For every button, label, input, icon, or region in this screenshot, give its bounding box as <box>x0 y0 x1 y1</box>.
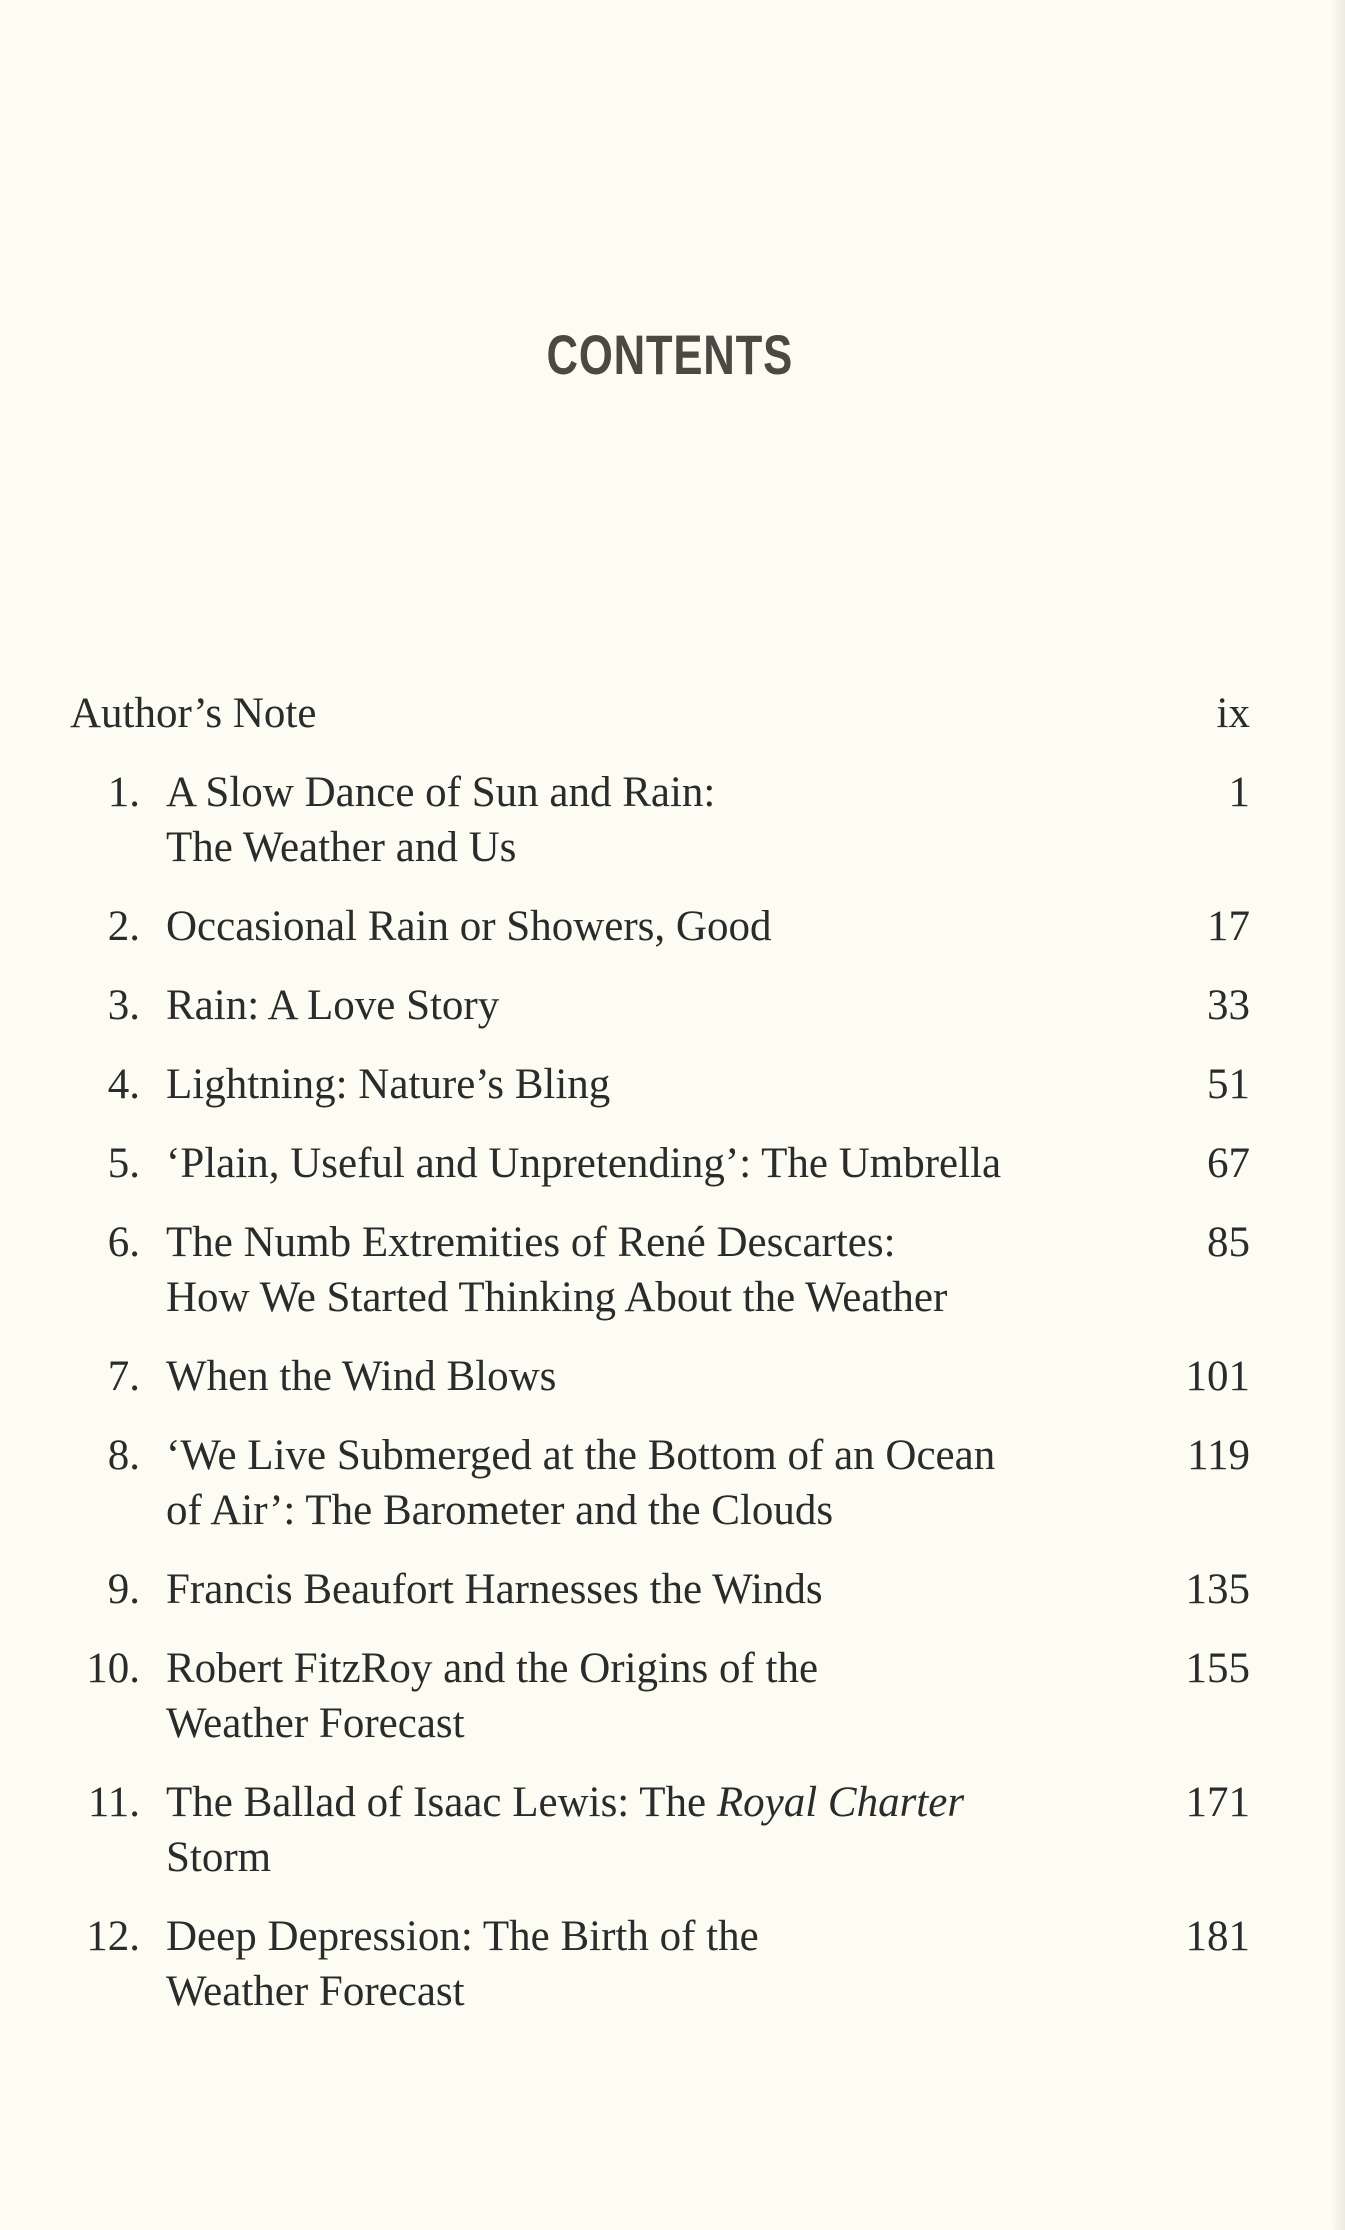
toc-entry-page: 155 <box>1185 1645 1250 1692</box>
toc-entry-number: 10. <box>86 1645 140 1692</box>
toc-entry-page: 17 <box>1207 903 1250 950</box>
toc-entry-number: 9. <box>107 1566 140 1613</box>
toc-entry-line <box>166 1775 1126 1830</box>
toc-entry-page: ix <box>1216 690 1250 737</box>
toc-entry[interactable] <box>70 1057 1250 1112</box>
toc-entry-number: 11. <box>87 1779 140 1826</box>
toc-entry-line: Occasional Rain or Showers, Good <box>166 903 772 950</box>
toc-entry[interactable] <box>70 978 1250 1033</box>
toc-entry[interactable] <box>70 1775 1250 1885</box>
toc-entry-line: Lightning: Nature’s Bling <box>166 1061 611 1108</box>
toc-entry-line-text: The Ballad of Isaac Lewis: The <box>166 1779 717 1826</box>
toc-entry-line: A Slow Dance of Sun and Rain: <box>166 769 716 816</box>
toc-entry-line: Deep Depression: The Birth of the <box>166 1913 759 1960</box>
page-title: CONTENTS <box>546 323 793 386</box>
toc-entry-page: 67 <box>1207 1140 1250 1187</box>
toc-entry-title <box>166 1641 1126 1751</box>
toc-entry-line: How We Started Thinking About the Weather <box>166 1274 948 1321</box>
toc-entry-number: 5. <box>107 1140 140 1187</box>
toc-entry-number: 1. <box>107 769 140 816</box>
toc-entry-page: 101 <box>1185 1353 1250 1400</box>
toc-entry-line: The Weather and Us <box>166 824 517 871</box>
toc-entry-title <box>166 1215 1126 1325</box>
toc-entry-number: 7. <box>107 1353 140 1400</box>
toc-entry[interactable] <box>70 1215 1250 1325</box>
toc-entry-line: Storm <box>166 1834 272 1881</box>
toc-entry[interactable] <box>70 1909 1250 2019</box>
toc-entry-page: 85 <box>1207 1219 1250 1266</box>
page-edge <box>1331 0 1345 2230</box>
toc-entry[interactable] <box>70 899 1250 954</box>
toc-entry-line: Robert FitzRoy and the Origins of the <box>166 1645 819 1692</box>
toc-entry-title <box>166 1909 1126 2019</box>
toc-entry-line: The Numb Extremities of René Descartes: <box>166 1219 896 1266</box>
toc-entry[interactable] <box>70 1641 1250 1751</box>
toc-entry-line: Weather Forecast <box>166 1700 465 1747</box>
toc-entry-page: 135 <box>1185 1566 1250 1613</box>
toc-entry-number: 4. <box>107 1061 140 1108</box>
toc-entry-number: 12. <box>86 1913 140 1960</box>
toc-entry-page: 1 <box>1228 769 1250 816</box>
toc-entry-page: 119 <box>1187 1432 1250 1479</box>
toc-entry-number: 2. <box>107 903 140 950</box>
toc-entry[interactable] <box>70 1349 1250 1404</box>
toc-entry-page: 181 <box>1185 1913 1250 1960</box>
toc-entry-italic-text: Royal Charter <box>716 1779 965 1826</box>
toc-entry-title <box>166 978 1126 1033</box>
toc-entry-title <box>166 1775 1126 1885</box>
toc-entry-page: 33 <box>1207 982 1250 1029</box>
toc-entry-line: When the Wind Blows <box>166 1353 557 1400</box>
toc-entry-line: of Air’: The Barometer and the Clouds <box>166 1487 834 1534</box>
toc-entry[interactable] <box>70 1136 1250 1191</box>
toc-entry-number: 6. <box>107 1219 140 1266</box>
table-of-contents <box>70 686 1250 2043</box>
toc-entry-line: Francis Beaufort Harnesses the Winds <box>166 1566 823 1613</box>
toc-entry-title <box>166 899 1126 954</box>
toc-entry[interactable] <box>70 765 1250 875</box>
toc-entry-number: 3. <box>107 982 140 1029</box>
toc-entry-page: 171 <box>1185 1779 1250 1826</box>
toc-entry-line: Rain: A Love Story <box>166 982 500 1029</box>
toc-entry-number: 8. <box>107 1432 140 1479</box>
toc-entry[interactable] <box>70 1428 1250 1538</box>
toc-entry[interactable] <box>70 1562 1250 1617</box>
toc-entry-title <box>166 1428 1126 1538</box>
toc-entry-page: 51 <box>1207 1061 1250 1108</box>
toc-entry-title: Author’s Note <box>70 690 317 737</box>
toc-entry-line: ‘We Live Submerged at the Bottom of an Ocean <box>166 1432 996 1479</box>
toc-entry-title <box>166 765 1126 875</box>
toc-entry-title <box>166 1562 1126 1617</box>
toc-entry-title <box>166 1057 1126 1112</box>
toc-entry-line: ‘Plain, Useful and Unpretending’: The Umbrella <box>166 1140 1002 1187</box>
toc-entry-line: Weather Forecast <box>166 1968 465 2015</box>
toc-entry-title <box>166 1136 1126 1191</box>
toc-entry-title <box>166 1349 1126 1404</box>
toc-entry-authors-note[interactable] <box>70 686 1250 741</box>
